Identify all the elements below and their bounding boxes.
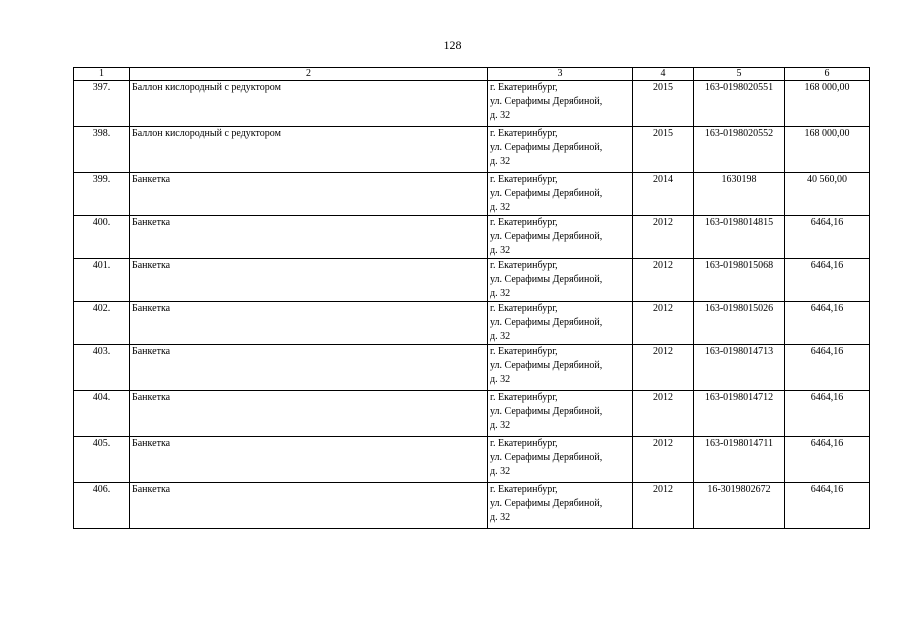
cost-cell: 6464,16 [785,483,870,529]
address-line: д. 32 [490,245,511,256]
table-row [74,437,870,483]
address-line: г. Екатеринбург, [490,128,558,139]
row-number-cell: 406. [74,483,130,529]
address-line: д. 32 [490,202,511,213]
column-header-1: 1 [74,68,130,81]
address-line: ул. Серафимы Дерябиной, [490,317,603,328]
address-line: д. 32 [490,110,511,121]
address-cell [488,391,633,437]
row-number-cell: 397. [74,81,130,127]
address-line: ул. Серафимы Дерябиной, [490,96,603,107]
address-line: ул. Серафимы Дерябиной, [490,142,603,153]
address-line: г. Екатеринбург, [490,438,558,449]
table-row [74,302,870,345]
address-line: д. 32 [490,156,511,167]
address-cell [488,81,633,127]
year-cell: 2012 [633,259,694,302]
column-header-5: 5 [694,68,785,81]
address-line: г. Екатеринбург, [490,346,558,357]
year-cell: 2012 [633,483,694,529]
row-number-cell: 400. [74,216,130,259]
cost-cell: 168 000,00 [785,127,870,173]
item-name-cell: Банкетка [130,391,488,437]
address-cell [488,302,633,345]
inventory-number-cell: 16-3019802672 [694,483,785,529]
address-line: ул. Серафимы Дерябиной, [490,406,603,417]
cost-cell: 6464,16 [785,437,870,483]
row-number-cell: 402. [74,302,130,345]
address-line: г. Екатеринбург, [490,217,558,228]
year-cell: 2015 [633,81,694,127]
table-row [74,127,870,173]
address-line: г. Екатеринбург, [490,82,558,93]
row-number-cell: 403. [74,345,130,391]
item-name-cell: Банкетка [130,216,488,259]
address-line: д. 32 [490,331,511,342]
address-line: ул. Серафимы Дерябиной, [490,188,603,199]
address-line: д. 32 [490,374,511,385]
cost-cell: 6464,16 [785,216,870,259]
column-header-3: 3 [488,68,633,81]
property-table [73,67,870,529]
address-cell [488,483,633,529]
row-number-cell: 405. [74,437,130,483]
address-line: г. Екатеринбург, [490,260,558,271]
item-name-cell: Банкетка [130,437,488,483]
inventory-number-cell: 163-0198015068 [694,259,785,302]
item-name-cell: Банкетка [130,345,488,391]
address-cell [488,345,633,391]
address-line: д. 32 [490,288,511,299]
row-number-cell: 399. [74,173,130,216]
column-header-4: 4 [633,68,694,81]
item-name-cell: Банкетка [130,259,488,302]
address-cell [488,437,633,483]
year-cell: 2012 [633,302,694,345]
inventory-number-cell: 163-0198015026 [694,302,785,345]
table-body [74,81,870,529]
table-row [74,173,870,216]
item-name-cell: Банкетка [130,302,488,345]
column-header-6: 6 [785,68,870,81]
address-cell [488,173,633,216]
address-cell [488,127,633,173]
address-line: ул. Серафимы Дерябиной, [490,498,603,509]
table-row [74,345,870,391]
inventory-number-cell: 163-0198020551 [694,81,785,127]
item-name-cell: Банкетка [130,173,488,216]
row-number-cell: 401. [74,259,130,302]
cost-cell: 6464,16 [785,302,870,345]
inventory-number-cell: 1630198 [694,173,785,216]
address-line: г. Екатеринбург, [490,303,558,314]
row-number-cell: 398. [74,127,130,173]
table-row [74,483,870,529]
page-number: 128 [443,38,462,52]
inventory-number-cell: 163-0198014711 [694,437,785,483]
inventory-number-cell: 163-0198014712 [694,391,785,437]
cost-cell: 6464,16 [785,391,870,437]
header-row [74,68,870,81]
year-cell: 2012 [633,391,694,437]
item-name-cell: Баллон кислородный с редуктором [130,81,488,127]
address-line: д. 32 [490,420,511,431]
cost-cell: 6464,16 [785,259,870,302]
cost-cell: 168 000,00 [785,81,870,127]
year-cell: 2012 [633,345,694,391]
column-header-2: 2 [130,68,488,81]
table-row [74,391,870,437]
table-row [74,259,870,302]
address-line: ул. Серафимы Дерябиной, [490,452,603,463]
cost-cell: 40 560,00 [785,173,870,216]
table-row [74,81,870,127]
inventory-number-cell: 163-0198014815 [694,216,785,259]
table-row [74,216,870,259]
inventory-number-cell: 163-0198014713 [694,345,785,391]
year-cell: 2014 [633,173,694,216]
address-line: ул. Серафимы Дерябиной, [490,274,603,285]
address-cell [488,216,633,259]
address-line: ул. Серафимы Дерябиной, [490,360,603,371]
address-line: г. Екатеринбург, [490,484,558,495]
address-line: г. Екатеринбург, [490,174,558,185]
address-line: г. Екатеринбург, [490,392,558,403]
item-name-cell: Баллон кислородный с редуктором [130,127,488,173]
address-cell [488,259,633,302]
item-name-cell: Банкетка [130,483,488,529]
year-cell: 2012 [633,216,694,259]
inventory-number-cell: 163-0198020552 [694,127,785,173]
year-cell: 2012 [633,437,694,483]
address-line: д. 32 [490,466,511,477]
address-line: ул. Серафимы Дерябиной, [490,231,603,242]
cost-cell: 6464,16 [785,345,870,391]
year-cell: 2015 [633,127,694,173]
address-line: д. 32 [490,512,511,523]
row-number-cell: 404. [74,391,130,437]
